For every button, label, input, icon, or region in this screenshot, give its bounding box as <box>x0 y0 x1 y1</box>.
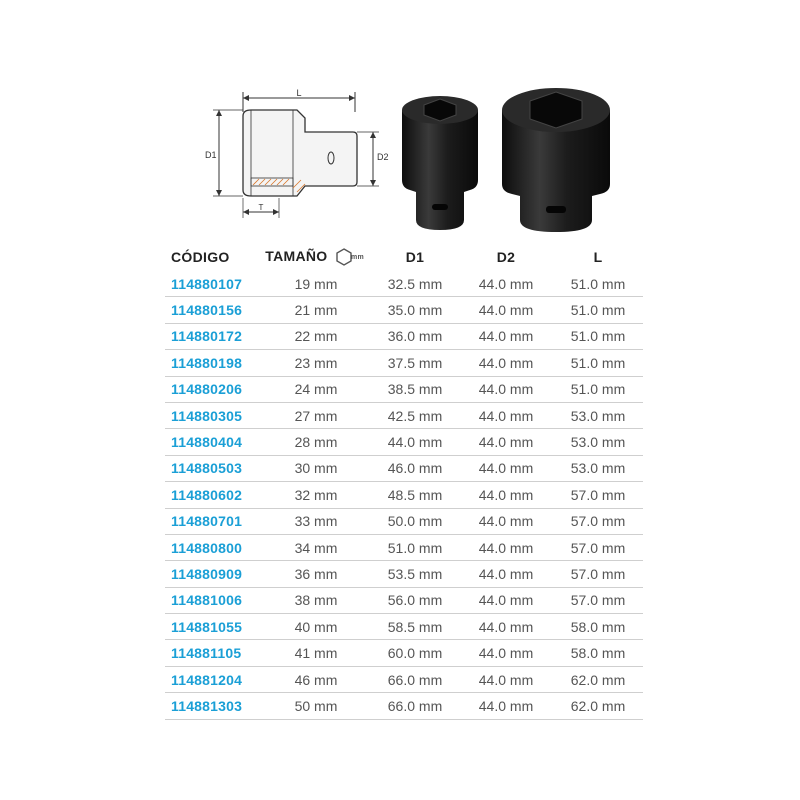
cell-d1: 58.5 mm <box>371 614 459 640</box>
label-d1: D1 <box>205 150 217 160</box>
cell-d2: 44.0 mm <box>459 297 553 323</box>
table-header <box>165 243 643 271</box>
cell-d1: 35.0 mm <box>371 297 459 323</box>
cell-code: 114881303 <box>165 693 261 719</box>
large-socket-image <box>502 88 610 232</box>
cell-d1: 42.5 mm <box>371 402 459 428</box>
label-l: L <box>296 88 302 98</box>
cell-d1: 48.5 mm <box>371 482 459 508</box>
cell-d2: 44.0 mm <box>459 376 553 402</box>
cell-l: 53.0 mm <box>553 455 643 481</box>
cell-d1: 32.5 mm <box>371 271 459 297</box>
cell-size: 38 mm <box>261 587 371 613</box>
cell-d1: 50.0 mm <box>371 508 459 534</box>
cell-code: 114881006 <box>165 587 261 613</box>
cell-l: 51.0 mm <box>553 297 643 323</box>
cell-d1: 38.5 mm <box>371 376 459 402</box>
header-size-label: TAMAÑO <box>265 247 328 264</box>
cell-d1: 56.0 mm <box>371 587 459 613</box>
cell-d2: 44.0 mm <box>459 323 553 349</box>
cell-size: 19 mm <box>261 271 371 297</box>
table-row <box>165 323 643 349</box>
cell-l: 58.0 mm <box>553 614 643 640</box>
cell-d1: 66.0 mm <box>371 666 459 692</box>
cell-size: 21 mm <box>261 297 371 323</box>
impact-sockets-photo <box>390 80 650 240</box>
cell-d2: 44.0 mm <box>459 402 553 428</box>
cell-d1: 60.0 mm <box>371 640 459 666</box>
cell-d1: 37.5 mm <box>371 350 459 376</box>
cell-size: 22 mm <box>261 323 371 349</box>
cell-size: 46 mm <box>261 666 371 692</box>
header-d2: D2 <box>496 249 516 265</box>
cell-l: 51.0 mm <box>553 323 643 349</box>
header-size <box>261 243 371 271</box>
cell-d2: 44.0 mm <box>459 534 553 560</box>
cell-code: 114880206 <box>165 376 261 402</box>
cell-l: 62.0 mm <box>553 666 643 692</box>
cell-size: 30 mm <box>261 455 371 481</box>
cell-d2: 44.0 mm <box>459 693 553 719</box>
table-row <box>165 534 643 560</box>
cell-d1: 46.0 mm <box>371 455 459 481</box>
cell-size: 50 mm <box>261 693 371 719</box>
cell-d1: 53.5 mm <box>371 561 459 587</box>
cell-code: 114880107 <box>165 271 261 297</box>
table-row <box>165 508 643 534</box>
cell-d1: 66.0 mm <box>371 693 459 719</box>
cell-l: 57.0 mm <box>553 482 643 508</box>
cell-code: 114880602 <box>165 482 261 508</box>
cell-l: 58.0 mm <box>553 640 643 666</box>
table-row <box>165 376 643 402</box>
cell-d1: 36.0 mm <box>371 323 459 349</box>
cell-code: 114880156 <box>165 297 261 323</box>
cell-d2: 44.0 mm <box>459 350 553 376</box>
cell-l: 51.0 mm <box>553 350 643 376</box>
cell-d2: 44.0 mm <box>459 271 553 297</box>
label-t: T <box>258 203 264 212</box>
cell-size: 23 mm <box>261 350 371 376</box>
cell-size: 34 mm <box>261 534 371 560</box>
cell-l: 51.0 mm <box>553 271 643 297</box>
cell-size: 41 mm <box>261 640 371 666</box>
cell-d1: 51.0 mm <box>371 534 459 560</box>
cell-size: 32 mm <box>261 482 371 508</box>
cell-l: 53.0 mm <box>553 429 643 455</box>
table-row <box>165 587 643 613</box>
cell-code: 114881204 <box>165 666 261 692</box>
header-d1: D1 <box>405 249 425 265</box>
table-row <box>165 429 643 455</box>
table-row <box>165 693 643 719</box>
cell-d2: 44.0 mm <box>459 640 553 666</box>
cell-l: 57.0 mm <box>553 534 643 560</box>
socket-dimension-diagram <box>205 88 395 228</box>
cell-size: 33 mm <box>261 508 371 534</box>
cell-l: 57.0 mm <box>553 561 643 587</box>
cell-l: 62.0 mm <box>553 693 643 719</box>
cell-size: 40 mm <box>261 614 371 640</box>
table-row <box>165 350 643 376</box>
cell-code: 114881105 <box>165 640 261 666</box>
cell-size: 27 mm <box>261 402 371 428</box>
cell-code: 114880701 <box>165 508 261 534</box>
table-row <box>165 482 643 508</box>
table-row <box>165 297 643 323</box>
table-row <box>165 666 643 692</box>
socket-spec-table <box>165 243 643 720</box>
cell-size: 36 mm <box>261 561 371 587</box>
cell-d2: 44.0 mm <box>459 614 553 640</box>
small-socket-image <box>402 96 478 230</box>
cell-d2: 44.0 mm <box>459 482 553 508</box>
cell-d1: 44.0 mm <box>371 429 459 455</box>
cell-code: 114880800 <box>165 534 261 560</box>
cell-code: 114880404 <box>165 429 261 455</box>
cell-d2: 44.0 mm <box>459 666 553 692</box>
cell-d2: 44.0 mm <box>459 561 553 587</box>
cell-l: 57.0 mm <box>553 508 643 534</box>
hexagon-mm-icon <box>335 248 367 266</box>
table-row <box>165 640 643 666</box>
cell-l: 51.0 mm <box>553 376 643 402</box>
cell-size: 24 mm <box>261 376 371 402</box>
cell-d2: 44.0 mm <box>459 455 553 481</box>
cell-code: 114880305 <box>165 402 261 428</box>
cell-code: 114880503 <box>165 455 261 481</box>
cell-l: 53.0 mm <box>553 402 643 428</box>
table-row <box>165 402 643 428</box>
cell-code: 114881055 <box>165 614 261 640</box>
table-row <box>165 455 643 481</box>
svg-text:mm: mm <box>350 254 364 262</box>
table-row <box>165 561 643 587</box>
cell-size: 28 mm <box>261 429 371 455</box>
label-d2: D2 <box>377 152 389 162</box>
table-row <box>165 271 643 297</box>
cell-d2: 44.0 mm <box>459 429 553 455</box>
cell-code: 114880909 <box>165 561 261 587</box>
header-code: CÓDIGO <box>171 249 230 265</box>
cell-code: 114880198 <box>165 350 261 376</box>
cell-l: 57.0 mm <box>553 587 643 613</box>
header-l: L <box>593 249 603 265</box>
cell-code: 114880172 <box>165 323 261 349</box>
table-body <box>165 271 643 719</box>
table-row <box>165 614 643 640</box>
cell-d2: 44.0 mm <box>459 587 553 613</box>
cell-d2: 44.0 mm <box>459 508 553 534</box>
